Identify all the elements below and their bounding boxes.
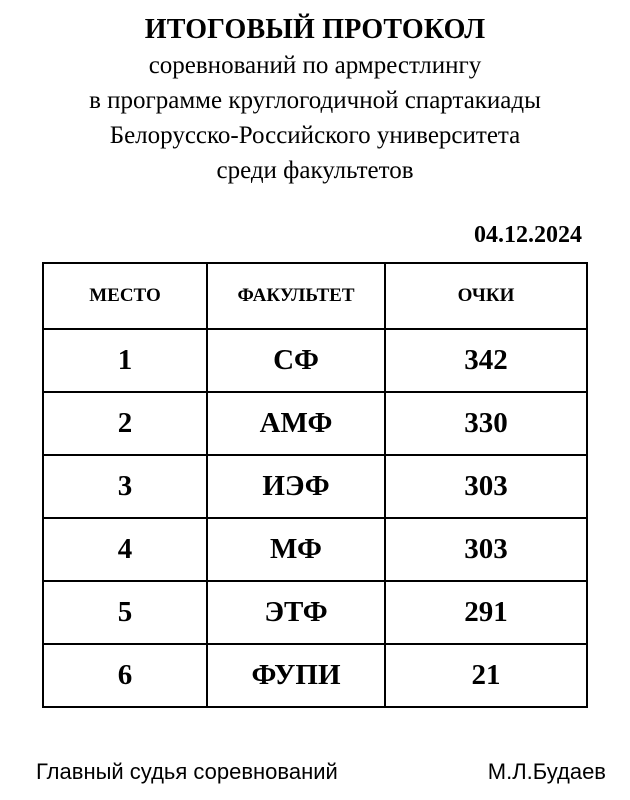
faculty-cell: ФУПИ bbox=[207, 644, 385, 707]
points-cell: 342 bbox=[385, 329, 587, 392]
document-date: 04.12.2024 bbox=[474, 222, 582, 248]
table-row bbox=[43, 644, 587, 707]
place-cell: 2 bbox=[43, 392, 207, 455]
points-cell: 21 bbox=[385, 644, 587, 707]
faculty-cell: АМФ bbox=[207, 392, 385, 455]
document-title: ИТОГОВЫЙ ПРОТОКОЛ bbox=[144, 14, 486, 45]
column-header-faculty: ФАКУЛЬТЕТ bbox=[207, 263, 385, 329]
place-cell: 3 bbox=[43, 455, 207, 518]
chief-judge-label: Главный судья соревнований bbox=[36, 759, 338, 784]
subtitle-line-3: Белорусско-Российского университета bbox=[109, 122, 521, 149]
table-row bbox=[43, 455, 587, 518]
place-cell: 4 bbox=[43, 518, 207, 581]
table-row bbox=[43, 329, 587, 392]
faculty-cell: ЭТФ bbox=[207, 581, 385, 644]
points-cell: 291 bbox=[385, 581, 587, 644]
subtitle-line-4: среди факультетов bbox=[216, 157, 414, 184]
table-row bbox=[43, 392, 587, 455]
points-cell: 330 bbox=[385, 392, 587, 455]
chief-judge-name: М.Л.Будаев bbox=[487, 759, 606, 784]
column-header-place: МЕСТО bbox=[43, 263, 207, 329]
document-header bbox=[0, 12, 630, 188]
place-cell: 1 bbox=[43, 329, 207, 392]
table-row bbox=[43, 581, 587, 644]
faculty-cell: ИЭФ bbox=[207, 455, 385, 518]
place-cell: 6 bbox=[43, 644, 207, 707]
points-cell: 303 bbox=[385, 518, 587, 581]
subtitle-line-1: соревнований по армрестлингу bbox=[148, 52, 482, 79]
points-cell: 303 bbox=[385, 455, 587, 518]
column-header-points: ОЧКИ bbox=[385, 263, 587, 329]
table-row bbox=[43, 518, 587, 581]
place-cell: 5 bbox=[43, 581, 207, 644]
faculty-cell: МФ bbox=[207, 518, 385, 581]
table-header-row bbox=[43, 263, 587, 329]
subtitle-line-2: в программе круглогодичной спартакиады bbox=[89, 87, 541, 114]
faculty-cell: СФ bbox=[207, 329, 385, 392]
results-table bbox=[42, 262, 588, 708]
